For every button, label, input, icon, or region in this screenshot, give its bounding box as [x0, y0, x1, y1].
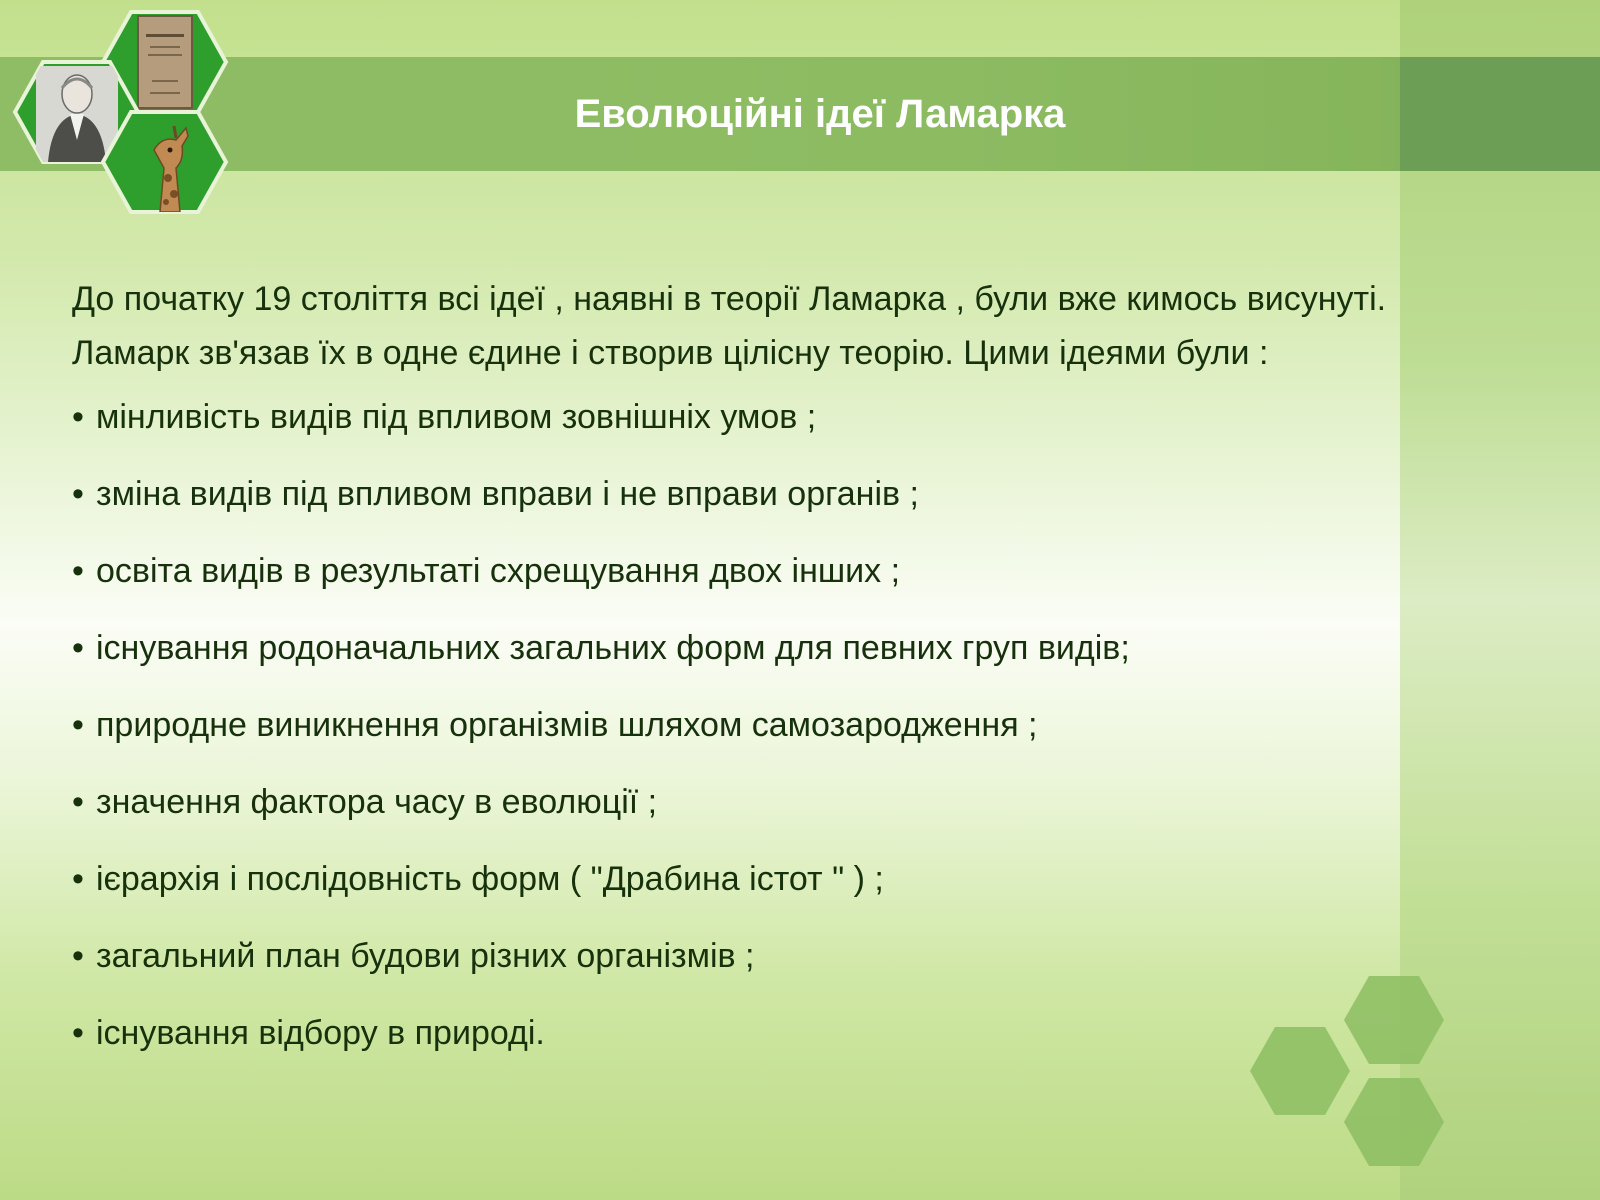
book-icon: [138, 16, 192, 108]
list-item: [72, 779, 1392, 856]
ideas-list: [72, 394, 1392, 1087]
intro-paragraph: До початку 19 століття всі ідеї , наявні в теорії Ламарка , були вже кимось висунуті. Ламарк зв'язав їх в одне єдине і створив цілісну теорію. Цими ідеями були :: [72, 280, 1387, 372]
bullet-icon: •: [72, 860, 84, 898]
title-band-accent: [1400, 57, 1600, 171]
bullet-icon: •: [72, 706, 84, 744]
list-item-text: ієрархія і послідовність форм ( "Драбина істот " ) ;: [96, 860, 884, 898]
list-item: [72, 856, 1392, 933]
list-item: [72, 702, 1392, 779]
list-item: [72, 471, 1392, 548]
list-item-text: мінливість видів під впливом зовнішніх умов ;: [96, 398, 817, 436]
header-hexagon-images: [0, 0, 240, 225]
bullet-icon: •: [72, 552, 84, 590]
list-item-text: існування відбору в природі.: [96, 1014, 545, 1052]
deco-hex-bottom: [1344, 1078, 1444, 1166]
bullet-icon: •: [72, 475, 84, 513]
deco-hex-left: [1250, 1027, 1350, 1115]
list-item: [72, 625, 1392, 702]
list-item: [72, 1010, 1392, 1087]
list-item-text: зміна видів під впливом вправи і не вправи органів ;: [96, 475, 919, 513]
bullet-icon: •: [72, 629, 84, 667]
giraffe-hexagon: [103, 112, 226, 212]
bullet-icon: •: [72, 783, 84, 821]
decorative-hexagons: [1240, 960, 1460, 1180]
list-item-text: загальний план будови різних організмів ;: [96, 937, 755, 975]
list-item-text: значення фактора часу в еволюції ;: [96, 783, 658, 821]
list-item: [72, 394, 1392, 471]
deco-hex-top: [1344, 976, 1444, 1064]
slide-title: Еволюційні ідеї Ламарка: [574, 92, 1066, 136]
list-item-text: існування родоначальних загальних форм для певних груп видів;: [96, 629, 1130, 667]
portrait-icon: [36, 66, 118, 162]
slide-content: [72, 272, 1392, 1087]
list-item: [72, 933, 1392, 1010]
bullet-icon: •: [72, 398, 84, 436]
list-item-text: природне виникнення організмів шляхом самозародження ;: [96, 706, 1038, 744]
list-item: [72, 548, 1392, 625]
bullet-icon: •: [72, 1014, 84, 1052]
list-item-text: освіта видів в результаті схрещування двох інших ;: [96, 552, 901, 590]
bullet-icon: •: [72, 937, 84, 975]
